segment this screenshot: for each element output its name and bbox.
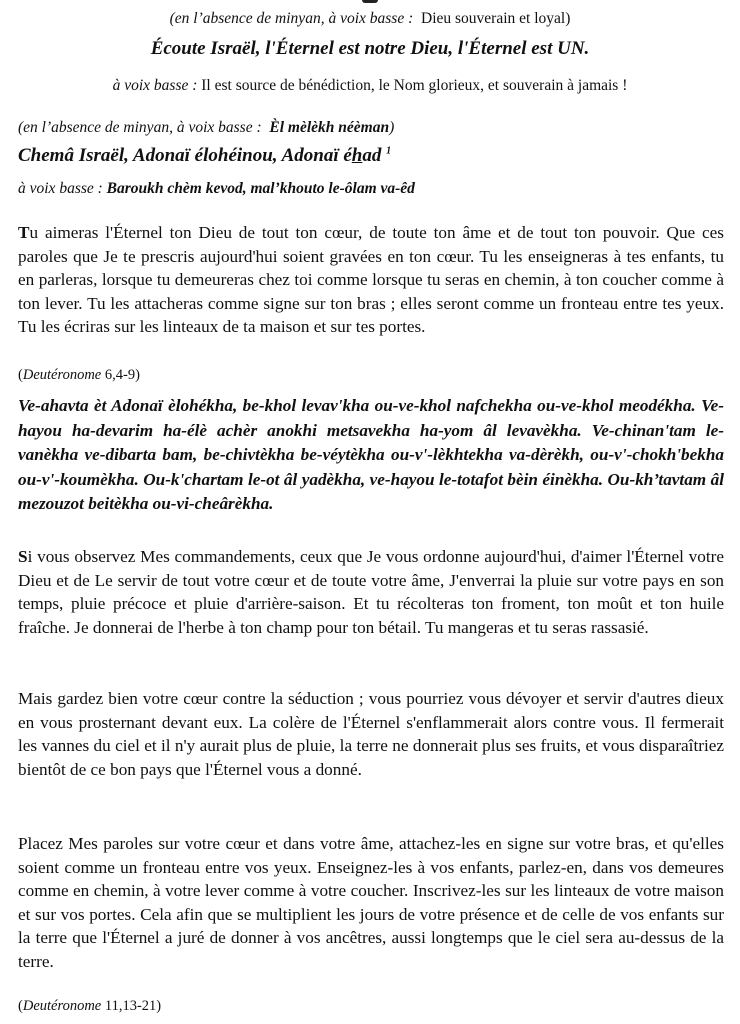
close-paren: ) (389, 119, 395, 136)
reference-deut-6: (Deutéronome 6,4-9) (18, 367, 140, 383)
voix-basse-line-fr (0, 77, 740, 95)
reference-verse: 6,4-9) (101, 367, 140, 383)
absence-minyan-line-translit (18, 119, 394, 137)
drop-letter-s: S (18, 547, 28, 566)
paragraph-1-text: u aimeras l'Éternel ton Dieu de tout ton cœur, de toute ton âme et de tout ton pouvoir. Que ces paroles que Je te prescris aujourd'hui soient gravées en ton cœur. Tu les enseigneras à tes enfants, tu en parleras, lorsque tu demeureras chez toi comme lorsque tu seras en chemin, à ton coucher comme à ton lever. Tu les attacheras comme signe sur ton bras ; elles seront comme un fronteau entre tes yeux. Tu les écriras sur les linteaux de ta maison et sur tes portes. (18, 223, 724, 337)
paragraph-ve-ahavta: Ve-ahavta èt Adonaï èlohékha, be-khol levav'kha ou-ve-khol nafchekha ou-ve-khol meodékha. Ve-hayou ha-devarim ha-élè achèr anokhi metsavekha ha-yom âl levavèkha. Ve-chinan'tam le-vanèkha ve-dibarta bam, be-chivtèkha be-véytèkha ou-v'-lèkhtekha va-dèrèkh, ou-v'-chokh'bekha ou-v'-koumèkha. Ou-k'chartam le-ot âl yadèkha, ve-hayou le-totafot bèin éinèkha. Ou-kh’tavtam âl mezouzot beitèkha ou-vi-cheârèkha. (18, 396, 724, 514)
reference-verse-2: 11,13-21) (101, 998, 162, 1014)
voix-basse-line-translit (18, 180, 415, 198)
footnote-marker: 1 (386, 145, 392, 157)
absence-minyan-prefix: (en l’absence de minyan, à voix basse : (169, 10, 414, 27)
shema-translit-part-b: ad (362, 145, 382, 166)
reference-book-2: Deutéronome (22, 998, 102, 1014)
el-melekh-neeman: Èl mèlèkh néèman (269, 119, 390, 136)
shema-title-translit (18, 145, 391, 167)
baroukh-chem-kevod: Baroukh chèm kevod, mal’khouto le-ôlam va-êd (106, 180, 415, 197)
absence-minyan-prefix-translit: (en l’absence de minyan, à voix basse : (18, 119, 262, 136)
paragraph-placez-mes-paroles: Placez Mes paroles sur votre cœur et dans votre âme, attachez-les en signe sur votre bras, et qu'elles soient comme un fronteau entre vos yeux. Enseignez-les à vos enfants, parlez-en, dans vos demeures comme en chemin, à votre lever comme à votre coucher. Inscrivez-les sur les linteaux de votre maison et sur vos portes. Cela afin que se multiplient les jours de votre présence et de celle de vos enfants sur la terre que l'Éternel a juré de donner à vos ancêtres, aussi longtemps que le ciel sera au-dessus de la terre. (18, 834, 724, 971)
voix-basse-prefix: à voix basse : (112, 77, 198, 94)
shema-translit-part-a: Chemâ Israël, Adonaï élohéinou, Adonaï é (18, 145, 352, 166)
voix-basse-prefix-translit: à voix basse : (18, 180, 103, 197)
reference-book: Deutéronome (22, 367, 102, 383)
shema-title-fr: Écoute Israël, l'Éternel est notre Dieu, l'Éternel est UN. (150, 38, 590, 59)
paragraph-mais-gardez: Mais gardez bien votre cœur contre la séduction ; vous pourriez vous dévoyer et servir d'autres dieux en vous prosternant devant eux. La colère de l'Éternel s'enflammerait alors contre vous. Il fermerait les vannes du ciel et il n'y aurait plus de pluie, la terre ne donnerait plus ses fruits, et vous disparaîtriez bientôt de ce bon pays que l'Éternel vous a donné. (18, 689, 724, 779)
paragraph-si-vous-observez (18, 545, 724, 639)
paragraph-tu-aimeras (18, 221, 724, 339)
reference-deut-11: (Deutéronome 11,13-21) (18, 998, 162, 1014)
drop-letter-t: T (18, 223, 30, 242)
shema-translit-underlined-h: h (351, 145, 363, 166)
voix-basse-text: Il est source de bénédiction, le Nom glorieux, et souverain à jamais ! (201, 77, 628, 94)
paragraph-2-text: i vous observez Mes commandements, ceux que Je vous ordonne aujourd'hui, d'aimer l'Éternel votre Dieu et de Le servir de tout votre cœur et de toute votre âme, J'enverrai la pluie sur votre pays en son temps, pluie précoce et pluie d'arrière-saison. Et tu récolteras ton froment, ton moût et ton huile fraîche. Je donnerai de l'herbe à ton champ pour ton bétail. Tu mangeras et tu seras rassasié. (18, 547, 724, 637)
absence-minyan-response: Dieu souverain et loyal) (421, 10, 571, 27)
page-edge-mark-icon (362, 0, 378, 3)
absence-minyan-line-fr (0, 10, 740, 28)
